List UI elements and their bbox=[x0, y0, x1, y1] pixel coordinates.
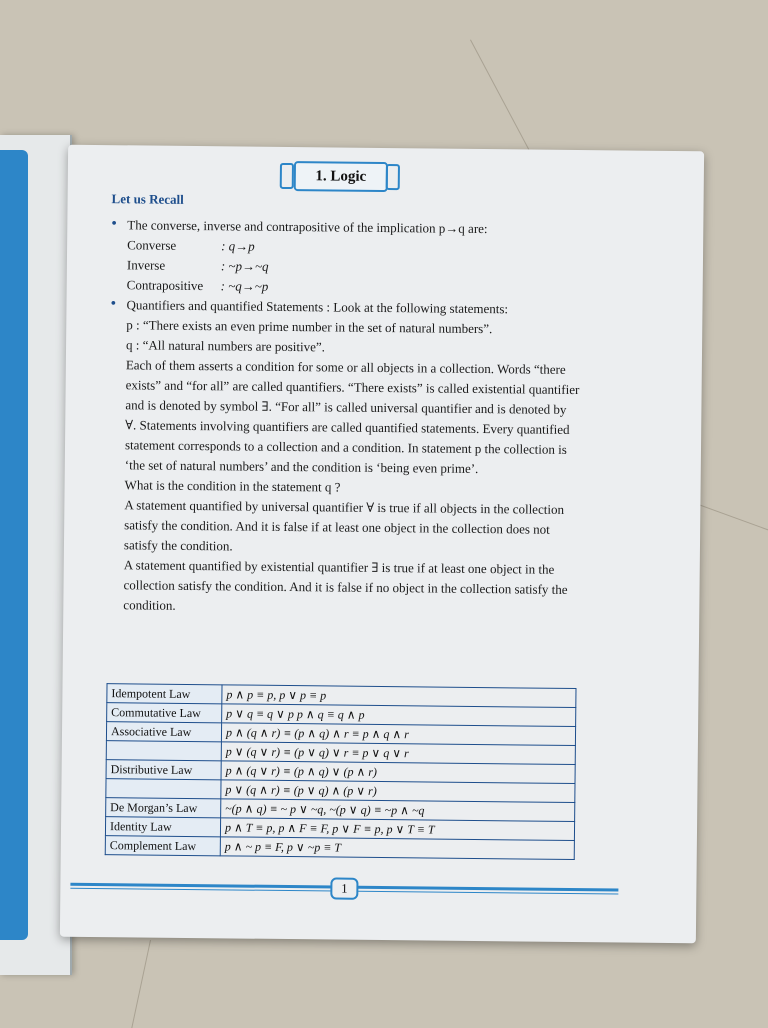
paragraph-universal: A statement quantified by universal quantifier ∀ is true if all objects in the collection satisfy the condition. And it is false if at least one object in the collection does not satisfy the condition. bbox=[123, 497, 565, 554]
law-name: Distributive Law bbox=[106, 760, 221, 780]
body-text bbox=[107, 215, 581, 620]
law-formula: ~(p ∧ q) ≡ ~ p ∨ ~q, ~(p ∨ q) ≡ ~p ∧ ~q bbox=[221, 799, 575, 822]
left-page-band bbox=[0, 150, 28, 940]
law-name: De Morgan’s Law bbox=[106, 798, 221, 818]
bullet-implications: • The converse, inverse and contrapositive of the implication p→q are: bbox=[111, 215, 581, 240]
chapter-title: 1. Logic bbox=[294, 161, 388, 192]
law-name: Associative Law bbox=[106, 722, 221, 742]
law-name: Identity Law bbox=[105, 817, 220, 837]
implication-list bbox=[111, 235, 582, 300]
law-formula: p ∨ q ≡ q ∨ p p ∧ q ≡ q ∧ p bbox=[222, 704, 576, 727]
law-formula: p ∧ ~ p ≡ F, p ∨ ~p ≡ T bbox=[220, 837, 574, 860]
law-name: Commutative Law bbox=[107, 703, 222, 723]
table-row bbox=[105, 836, 574, 860]
implication-label: Contrapositive bbox=[126, 277, 204, 294]
statement-q: q : “All natural numbers are positive”. bbox=[125, 337, 326, 355]
document-page bbox=[60, 145, 704, 944]
law-formula: p ∧ T ≡ p, p ∧ F ≡ F, p ∨ F ≡ p, p ∨ T ≡ T bbox=[220, 818, 574, 841]
paragraph-quantifiers: Each of them asserts a condition for some or all objects in a collection. Words “there exists” and “for all” are called quantifiers. “There exists” is called existential quantifier and is denoted by symbol ∃. “For all” is called universal quantifier and is denoted by ∀. Statements involving quantifiers are called quantified statements. Every quantified statement corresponds to a collection and a condition. In statement p the collection is ‘the set of natural numbers’ and the condition is ‘being even prime’. bbox=[124, 357, 580, 477]
law-formula: p ∨ (q ∧ r) ≡ (p ∨ q) ∧ (p ∨ r) bbox=[221, 780, 575, 803]
floor-seam bbox=[131, 940, 151, 1028]
law-name: Complement Law bbox=[105, 836, 220, 856]
law-formula: p ∧ (q ∧ r) ≡ (p ∧ q) ∧ r ≡ p ∧ q ∧ r bbox=[221, 723, 575, 746]
question-line: What is the condition in the statement q ? bbox=[124, 477, 341, 495]
title-ornament-right bbox=[386, 164, 400, 190]
title-ornament-left bbox=[280, 163, 294, 189]
implication-label: Inverse bbox=[126, 257, 166, 273]
page-number: 1 bbox=[330, 877, 358, 899]
laws-table bbox=[105, 683, 577, 860]
implication-value: : ~q→~p bbox=[220, 278, 269, 294]
section-heading: Let us Recall bbox=[111, 191, 184, 207]
statement-p: p : “There exists an even prime number in the set of natural numbers”. bbox=[126, 317, 493, 337]
law-name: Idempotent Law bbox=[107, 684, 222, 704]
paragraph-existential: A statement quantified by existential quantifier ∃ is true if at least one object in the collection satisfy the condition. And it is false if no object in the collection satisfy the condition. bbox=[123, 557, 568, 613]
law-name bbox=[106, 741, 221, 761]
law-formula: p ∧ p ≡ p, p ∨ p ≡ p bbox=[222, 685, 576, 708]
law-name bbox=[106, 779, 221, 799]
implication-label: Converse bbox=[127, 237, 177, 253]
implication-value: : q→p bbox=[221, 238, 255, 254]
law-formula: p ∨ (q ∨ r) ≡ (p ∨ q) ∨ r ≡ p ∨ q ∨ r bbox=[221, 742, 575, 765]
implication-value: : ~p→~q bbox=[220, 258, 269, 274]
bullet-quantifiers: • Quantifiers and quantified Statements : Look at the following statements: bbox=[110, 295, 580, 320]
law-formula: p ∧ (q ∨ r) ≡ (p ∧ q) ∨ (p ∧ r) bbox=[221, 761, 575, 784]
